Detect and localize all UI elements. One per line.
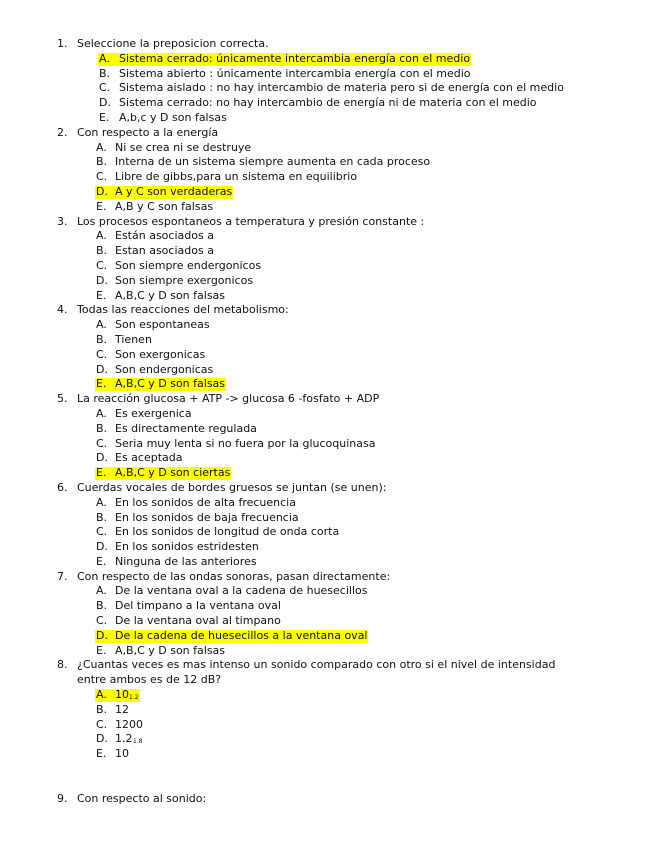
document-page: [0, 37, 655, 806]
answer-option: [0, 511, 655, 526]
answer-option: [0, 52, 655, 67]
option-letter: E.: [96, 288, 107, 302]
answer-option: [0, 407, 655, 422]
answer-option: [0, 348, 655, 363]
option-letter: B.: [96, 244, 108, 258]
option-letter: B.: [96, 155, 108, 169]
option-letter: B.: [96, 599, 108, 613]
option-text: De la cadena de huesecillos a la ventana oval: [115, 628, 368, 642]
question-line: [0, 126, 655, 141]
answer-option: [0, 200, 655, 215]
option-letter: B.: [96, 510, 108, 524]
option-text: A y C son verdaderas: [115, 184, 233, 198]
question-line: [0, 37, 655, 52]
option-letter: C.: [96, 436, 108, 450]
option-letter: A.: [96, 495, 107, 509]
option-text: Son endergonicas: [115, 362, 214, 376]
answer-option: [0, 274, 655, 289]
question-number: 5.: [57, 392, 68, 406]
option-text: Seria muy lenta si no fuera por la glucoquinasa: [115, 436, 376, 450]
option-text: De la ventana oval al timpano: [115, 614, 281, 628]
option-letter: A.: [96, 318, 107, 332]
option-letter: E.: [99, 110, 110, 124]
answer-option: [0, 496, 655, 511]
option-letter: D.: [96, 362, 108, 376]
question-text: Seleccione la preposicion correcta.: [77, 37, 269, 50]
option-text: Libre de gibbs,para un sistema en equilibrio: [115, 170, 358, 184]
answer-option: [0, 289, 655, 304]
option-text: 10: [115, 747, 129, 761]
question-line: [0, 481, 655, 496]
answer-option: [0, 614, 655, 629]
option-letter: D.: [96, 540, 108, 554]
option-text: Sistema cerrado: no hay intercambio de energía ni de materia con el medio: [119, 96, 537, 110]
option-letter: E.: [96, 554, 107, 568]
question-9: [0, 792, 655, 807]
option-letter: D.: [96, 628, 108, 642]
option-letter: D.: [96, 184, 108, 198]
subscript: 1.8: [133, 738, 143, 746]
answer-option: [0, 703, 655, 718]
spacer: [0, 762, 655, 792]
answer-option: [0, 155, 655, 170]
option-text: En los sonidos de baja frecuencia: [115, 510, 299, 524]
answer-option: [0, 540, 655, 555]
answer-option: [0, 363, 655, 378]
answer-option: [0, 185, 655, 200]
option-text: Son espontaneas: [115, 318, 210, 332]
subscript: 1.2: [129, 694, 139, 702]
question-text: Con respecto a la energía: [77, 125, 219, 139]
question-1: [0, 37, 655, 126]
question-number: 3.: [57, 214, 68, 228]
question-7: [0, 570, 655, 659]
question-text: Con respecto de las ondas sonoras, pasan directamente:: [77, 569, 391, 583]
option-text: Interna de un sistema siempre aumenta en cada proceso: [115, 155, 431, 169]
option-letter: D.: [99, 96, 111, 110]
option-letter: B.: [96, 702, 108, 716]
option-text: 1.2: [115, 732, 133, 746]
answer-option: [0, 451, 655, 466]
option-letter: A.: [99, 51, 110, 65]
option-text: Tienen: [115, 332, 152, 346]
answer-option: [0, 629, 655, 644]
option-letter: D.: [96, 451, 108, 465]
option-letter: A.: [96, 406, 107, 420]
option-text: A,B,C y D son falsas: [115, 288, 226, 302]
answer-option: [0, 688, 655, 703]
answer-option: [0, 67, 655, 82]
option-letter: B.: [96, 332, 108, 346]
answer-option: [0, 644, 655, 659]
option-letter: B.: [96, 421, 108, 435]
option-letter: E.: [96, 377, 107, 391]
question-number: 8.: [57, 658, 68, 672]
option-letter: D.: [96, 732, 108, 746]
option-text: Ninguna de las anteriores: [115, 554, 257, 568]
option-letter: A.: [96, 140, 107, 154]
question-5: [0, 392, 655, 481]
answer-option: [0, 584, 655, 599]
option-text: Sistema abierto : únicamente intercambia energía con el medio: [119, 66, 471, 80]
option-text: Están asociados a: [115, 229, 214, 243]
answer-option: [0, 422, 655, 437]
option-text: Son exergonicas: [115, 347, 206, 361]
answer-option: [0, 747, 655, 762]
answer-option: [0, 732, 655, 747]
option-letter: C.: [96, 170, 108, 184]
answer-option: [0, 318, 655, 333]
option-letter: A.: [96, 229, 107, 243]
question-number: 9.: [57, 791, 68, 805]
question-text: Todas las reacciones del metabolismo:: [77, 303, 289, 317]
question-text: Cuerdas vocales de bordes gruesos se juntan (se unen):: [77, 480, 387, 494]
answer-option: [0, 466, 655, 481]
question-text: Con respecto al sonido:: [77, 791, 207, 805]
option-letter: C.: [96, 614, 108, 628]
answer-option: [0, 111, 655, 126]
option-text: A,B y C son falsas: [115, 199, 214, 213]
option-text: 10: [115, 688, 129, 702]
option-text: A,B,C y D son falsas: [115, 377, 226, 391]
option-letter: C.: [96, 717, 108, 731]
question-4: [0, 303, 655, 392]
answer-option: [0, 525, 655, 540]
question-text: ¿Cuantas veces es mas intenso un sonido comparado con otro si el nivel de intensidad: [77, 658, 556, 672]
answer-option: [0, 170, 655, 185]
option-letter: E.: [96, 199, 107, 213]
option-text: En los sonidos estridesten: [115, 540, 259, 554]
question-line: [0, 673, 655, 688]
option-text: Sistema aislado : no hay intercambio de materia pero si de energía con el medio: [119, 81, 564, 95]
answer-option: [0, 437, 655, 452]
option-letter: A.: [96, 584, 107, 598]
question-6: [0, 481, 655, 570]
question-2: [0, 126, 655, 215]
option-text: En los sonidos de alta frecuencia: [115, 495, 296, 509]
option-letter: D.: [96, 273, 108, 287]
question-3: [0, 215, 655, 304]
answer-option: [0, 141, 655, 156]
question-8: [0, 658, 655, 762]
question-line: [0, 658, 655, 673]
answer-option: [0, 377, 655, 392]
option-letter: C.: [99, 81, 111, 95]
option-text: Sistema cerrado: únicamente intercambia energía con el medio: [119, 51, 471, 65]
question-line: [0, 303, 655, 318]
option-letter: E.: [96, 643, 107, 657]
question-number: 7.: [57, 569, 68, 583]
answer-option: [0, 333, 655, 348]
option-text: Ni se crea ni se destruye: [115, 140, 252, 154]
option-letter: E.: [96, 466, 107, 480]
option-text: A,b,c y D son falsas: [119, 110, 227, 124]
answer-option: [0, 81, 655, 96]
answer-option: [0, 555, 655, 570]
question-line: [0, 215, 655, 230]
answer-option: [0, 718, 655, 733]
question-number: 6.: [57, 480, 68, 494]
option-text: Es directamente regulada: [115, 421, 257, 435]
question-number: 4.: [57, 303, 68, 317]
option-text: De la ventana oval a la cadena de huesecillos: [115, 584, 368, 598]
option-letter: E.: [96, 747, 107, 761]
question-text: entre ambos es de 12 dB?: [77, 673, 222, 687]
option-text: Es aceptada: [115, 451, 183, 465]
option-text: Son siempre endergonicos: [115, 258, 262, 272]
answer-option: [0, 244, 655, 259]
option-text: Estan asociados a: [115, 244, 214, 258]
question-line: [0, 792, 655, 807]
question-line: [0, 570, 655, 585]
question-number: 1.: [57, 37, 68, 50]
option-letter: C.: [96, 347, 108, 361]
option-text: A,B,C y D son falsas: [115, 643, 226, 657]
answer-option: [0, 599, 655, 614]
option-letter: A.: [96, 688, 107, 702]
option-letter: B.: [99, 66, 111, 80]
option-text: En los sonidos de longitud de onda corta: [115, 525, 340, 539]
option-text: A,B,C y D son ciertas: [115, 466, 231, 480]
option-text: 1200: [115, 717, 143, 731]
option-text: Del timpano a la ventana oval: [115, 599, 281, 613]
option-text: Es exergenica: [115, 406, 192, 420]
option-letter: C.: [96, 258, 108, 272]
question-text: La reacción glucosa + ATP -> glucosa 6 -fosfato + ADP: [77, 392, 380, 406]
option-text: 12: [115, 702, 129, 716]
option-letter: C.: [96, 525, 108, 539]
question-line: [0, 392, 655, 407]
answer-option: [0, 96, 655, 111]
answer-option: [0, 259, 655, 274]
question-number: 2.: [57, 125, 68, 139]
answer-option: [0, 229, 655, 244]
question-text: Los procesos espontaneos a temperatura y presión constante :: [77, 214, 425, 228]
option-text: Son siempre exergonicos: [115, 273, 254, 287]
